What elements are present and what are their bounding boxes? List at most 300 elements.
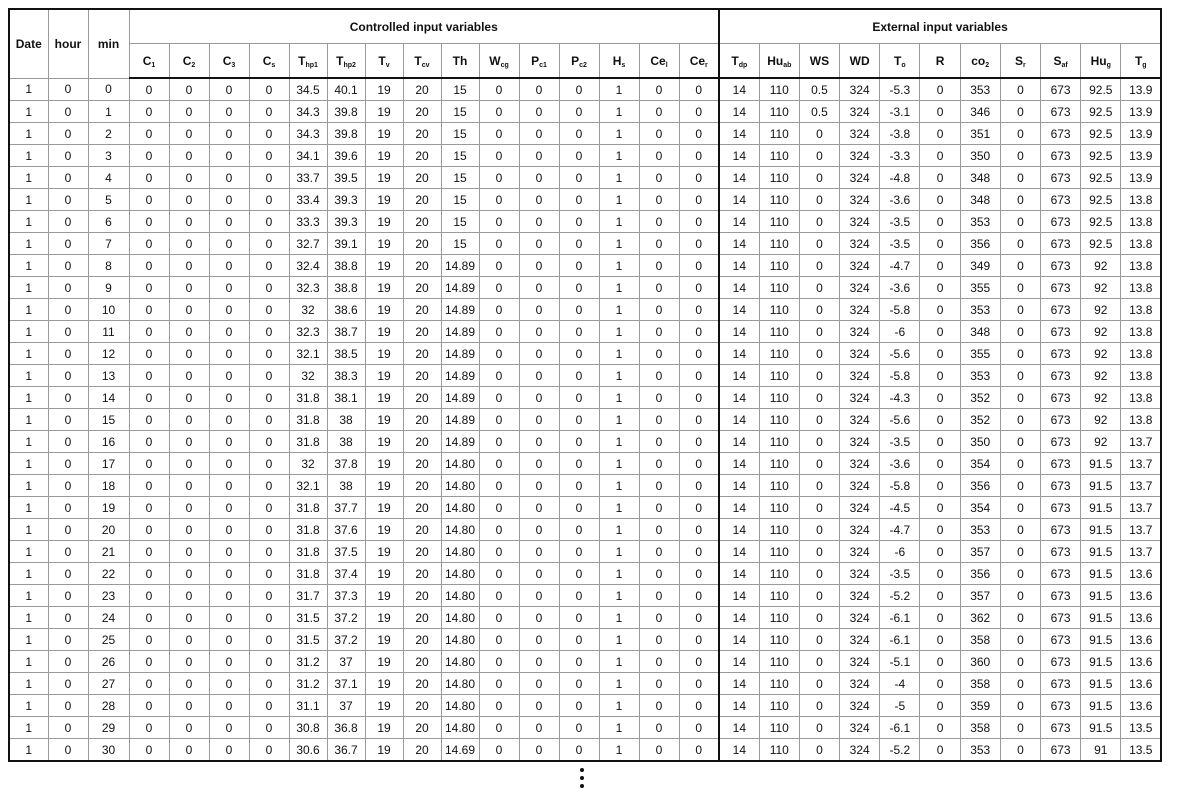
- table-cell: 0: [519, 717, 559, 739]
- table-cell: 0: [169, 607, 209, 629]
- table-cell: 673: [1041, 695, 1081, 717]
- table-cell: 0: [1000, 321, 1040, 343]
- table-cell: 13.8: [1121, 387, 1161, 409]
- table-cell: 1: [599, 651, 639, 673]
- table-cell: 0: [519, 78, 559, 101]
- table-cell: 0: [209, 607, 249, 629]
- table-cell: -4: [880, 673, 920, 695]
- table-cell: 31.5: [289, 629, 327, 651]
- table-cell: 31.5: [289, 607, 327, 629]
- table-cell: 0: [169, 409, 209, 431]
- table-cell: 20: [88, 519, 129, 541]
- table-cell: 14.69: [441, 739, 479, 762]
- table-cell: 0: [209, 233, 249, 255]
- table-cell: 0: [169, 453, 209, 475]
- col-header-subscript: 2: [985, 61, 990, 69]
- table-cell: 14.89: [441, 387, 479, 409]
- table-row: [9, 673, 1161, 695]
- continuation-ellipsis-icon: [576, 768, 588, 792]
- table-cell: 14: [719, 145, 759, 167]
- table-cell: 31.8: [289, 519, 327, 541]
- table-cell: 38: [327, 431, 365, 453]
- table-cell: 355: [960, 277, 1000, 299]
- table-cell: 0: [479, 717, 519, 739]
- table-cell: 0: [1000, 695, 1040, 717]
- table-cell: 0: [920, 255, 960, 277]
- table-cell: 0: [920, 277, 960, 299]
- table-cell: 0: [679, 78, 719, 101]
- table-cell: -4.3: [880, 387, 920, 409]
- table-cell: 110: [759, 101, 799, 123]
- table-cell: 0: [920, 431, 960, 453]
- table-cell: 357: [960, 585, 1000, 607]
- table-cell: 19: [365, 211, 403, 233]
- table-cell: 13.7: [1121, 431, 1161, 453]
- table-cell: 0: [519, 167, 559, 189]
- table-cell: 0: [679, 255, 719, 277]
- col-header-symbol: S: [1053, 53, 1062, 68]
- table-cell: 3: [88, 145, 129, 167]
- table-cell: -4.7: [880, 255, 920, 277]
- table-cell: 0: [799, 673, 839, 695]
- table-cell: 14: [719, 453, 759, 475]
- table-cell: 0: [1000, 123, 1040, 145]
- table-cell: 19: [365, 431, 403, 453]
- table-cell: 0: [559, 277, 599, 299]
- col-header-symbol: Th: [452, 53, 468, 68]
- table-cell: 0: [169, 255, 209, 277]
- table-cell: 0: [799, 607, 839, 629]
- table-cell: 37.6: [327, 519, 365, 541]
- table-cell: 34.5: [289, 78, 327, 101]
- table-cell: 15: [88, 409, 129, 431]
- col-header-controlled-2: [209, 44, 249, 79]
- table-cell: 673: [1041, 277, 1081, 299]
- col-header-symbol: H: [612, 53, 622, 68]
- table-cell: 39.8: [327, 123, 365, 145]
- table-cell: 0: [519, 585, 559, 607]
- table-cell: 0: [679, 299, 719, 321]
- table-cell: 1: [9, 717, 48, 739]
- col-header-subscript: g: [1106, 61, 1111, 69]
- table-cell: 0: [920, 299, 960, 321]
- table-cell: 0: [1000, 739, 1040, 762]
- table-cell: 0: [559, 211, 599, 233]
- table-cell: 38: [327, 475, 365, 497]
- table-cell: 0: [209, 145, 249, 167]
- table-cell: 12: [88, 343, 129, 365]
- table-cell: 15: [441, 233, 479, 255]
- col-header-external-7: [1000, 44, 1040, 79]
- table-cell: 37.2: [327, 607, 365, 629]
- table-cell: 0: [249, 629, 289, 651]
- table-cell: 0: [920, 123, 960, 145]
- table-cell: 19: [365, 673, 403, 695]
- col-header-external-4: [880, 44, 920, 79]
- table-cell: 14: [719, 233, 759, 255]
- table-cell: 0: [559, 541, 599, 563]
- table-cell: -5: [880, 695, 920, 717]
- col-header-symbol: Hu: [767, 53, 784, 68]
- table-cell: 1: [9, 343, 48, 365]
- table-cell: 673: [1041, 145, 1081, 167]
- table-cell: 14: [88, 387, 129, 409]
- table-cell: 13.8: [1121, 211, 1161, 233]
- table-cell: 0: [129, 431, 169, 453]
- table-cell: 0: [559, 739, 599, 762]
- table-cell: 673: [1041, 497, 1081, 519]
- table-cell: 1: [9, 739, 48, 762]
- table-cell: 673: [1041, 607, 1081, 629]
- table-cell: 13.8: [1121, 233, 1161, 255]
- col-header-subscript: v: [385, 61, 390, 69]
- table-cell: 673: [1041, 717, 1081, 739]
- table-cell: 0: [920, 695, 960, 717]
- table-cell: 0: [1000, 585, 1040, 607]
- table-cell: 0: [679, 145, 719, 167]
- table-cell: 14.89: [441, 321, 479, 343]
- table-cell: 110: [759, 211, 799, 233]
- table-cell: 0: [639, 475, 679, 497]
- table-cell: 0: [479, 167, 519, 189]
- table-cell: 14: [719, 277, 759, 299]
- table-cell: 31.2: [289, 673, 327, 695]
- table-cell: 0: [209, 255, 249, 277]
- table-cell: 0: [249, 453, 289, 475]
- table-cell: 14: [719, 607, 759, 629]
- table-cell: 0: [559, 145, 599, 167]
- table-cell: 673: [1041, 299, 1081, 321]
- table-cell: 0: [48, 497, 88, 519]
- table-cell: 0: [479, 563, 519, 585]
- table-row: [9, 651, 1161, 673]
- table-cell: -3.3: [880, 145, 920, 167]
- table-cell: 0: [129, 255, 169, 277]
- table-cell: 324: [840, 717, 880, 739]
- table-cell: 0: [559, 409, 599, 431]
- table-row: [9, 167, 1161, 189]
- table-cell: 91.5: [1081, 475, 1121, 497]
- table-row: [9, 145, 1161, 167]
- table-cell: -5.8: [880, 475, 920, 497]
- table-cell: 92: [1081, 255, 1121, 277]
- table-cell: 1: [599, 673, 639, 695]
- table-cell: 1: [599, 453, 639, 475]
- table-cell: 30.6: [289, 739, 327, 762]
- table-cell: 0: [799, 453, 839, 475]
- table-cell: 0: [129, 101, 169, 123]
- table-cell: 18: [88, 475, 129, 497]
- table-cell: 0: [249, 497, 289, 519]
- table-cell: 0.5: [799, 78, 839, 101]
- table-cell: 14.80: [441, 629, 479, 651]
- table-cell: -5.2: [880, 585, 920, 607]
- table-cell: 348: [960, 167, 1000, 189]
- table-cell: 0: [169, 123, 209, 145]
- col-header-symbol: T: [378, 53, 386, 68]
- table-cell: 0: [679, 123, 719, 145]
- table-cell: 6: [88, 211, 129, 233]
- table-cell: 15: [441, 189, 479, 211]
- table-cell: 19: [365, 189, 403, 211]
- table-cell: 0: [799, 651, 839, 673]
- table-cell: 0: [209, 387, 249, 409]
- col-header-external-0: [719, 44, 759, 79]
- group-header-controlled: Controlled input variables: [129, 9, 719, 44]
- table-row: [9, 189, 1161, 211]
- table-cell: 91.5: [1081, 585, 1121, 607]
- table-cell: 20: [403, 387, 441, 409]
- table-cell: 0: [799, 145, 839, 167]
- table-cell: 0: [519, 233, 559, 255]
- table-cell: 0: [129, 409, 169, 431]
- table-cell: 7: [88, 233, 129, 255]
- table-cell: 0: [479, 189, 519, 211]
- table-cell: 0: [479, 431, 519, 453]
- table-cell: 0: [1000, 365, 1040, 387]
- table-cell: -6: [880, 321, 920, 343]
- table-cell: 0: [679, 629, 719, 651]
- table-cell: 0: [799, 519, 839, 541]
- table-cell: 0: [559, 255, 599, 277]
- table-cell: 8: [88, 255, 129, 277]
- table-cell: 0: [129, 233, 169, 255]
- table-cell: 19: [365, 409, 403, 431]
- table-cell: 0: [249, 321, 289, 343]
- table-cell: 0: [920, 453, 960, 475]
- table-cell: 0: [209, 343, 249, 365]
- table-cell: -6.1: [880, 629, 920, 651]
- table-cell: 324: [840, 651, 880, 673]
- table-cell: 40.1: [327, 78, 365, 101]
- table-cell: 0: [920, 321, 960, 343]
- table-cell: 0: [169, 343, 209, 365]
- table-cell: 353: [960, 211, 1000, 233]
- table-cell: 354: [960, 453, 1000, 475]
- table-cell: 0: [169, 431, 209, 453]
- table-cell: 0: [639, 255, 679, 277]
- table-cell: -6: [880, 541, 920, 563]
- table-cell: 1: [599, 541, 639, 563]
- col-header-symbol: Ce: [689, 53, 706, 68]
- table-cell: 673: [1041, 321, 1081, 343]
- table-cell: 14: [719, 189, 759, 211]
- col-header-symbol: C: [142, 53, 152, 68]
- table-cell: 20: [403, 78, 441, 101]
- table-cell: 14.89: [441, 343, 479, 365]
- table-cell: 110: [759, 717, 799, 739]
- table-cell: 14.80: [441, 563, 479, 585]
- table-cell: 0: [169, 233, 209, 255]
- table-cell: 1: [599, 497, 639, 519]
- table-cell: 0: [679, 475, 719, 497]
- table-cell: 0: [479, 585, 519, 607]
- table-cell: 0: [479, 299, 519, 321]
- table-cell: 0: [209, 497, 249, 519]
- table-cell: 0: [519, 673, 559, 695]
- table-cell: 13.8: [1121, 409, 1161, 431]
- table-cell: -3.1: [880, 101, 920, 123]
- table-cell: 20: [403, 585, 441, 607]
- table-cell: 0: [519, 277, 559, 299]
- col-header-symbol: P: [531, 53, 540, 68]
- table-cell: 0: [679, 519, 719, 541]
- col-header-symbol: C: [262, 53, 272, 68]
- table-cell: 351: [960, 123, 1000, 145]
- table-cell: 1: [9, 123, 48, 145]
- table-cell: 91.5: [1081, 453, 1121, 475]
- table-cell: 0: [920, 409, 960, 431]
- table-cell: 0: [519, 365, 559, 387]
- table-cell: 0: [639, 695, 679, 717]
- table-cell: 13.8: [1121, 321, 1161, 343]
- table-cell: 324: [840, 695, 880, 717]
- table-cell: 20: [403, 189, 441, 211]
- table-cell: 0: [249, 387, 289, 409]
- table-cell: 358: [960, 629, 1000, 651]
- table-cell: 0: [799, 167, 839, 189]
- table-cell: 19: [365, 651, 403, 673]
- table-cell: 324: [840, 673, 880, 695]
- table-cell: 0: [209, 717, 249, 739]
- table-cell: 0: [129, 343, 169, 365]
- table-cell: 0: [519, 431, 559, 453]
- table-cell: 0: [679, 211, 719, 233]
- table-cell: 15: [441, 101, 479, 123]
- table-cell: 0: [519, 651, 559, 673]
- table-cell: 0: [639, 497, 679, 519]
- table-cell: 20: [403, 101, 441, 123]
- table-cell: 13.6: [1121, 585, 1161, 607]
- table-cell: 0: [209, 78, 249, 101]
- table-cell: 0: [799, 431, 839, 453]
- table-cell: 0: [679, 431, 719, 453]
- table-cell: 0: [519, 145, 559, 167]
- table-cell: 20: [403, 431, 441, 453]
- table-cell: 324: [840, 629, 880, 651]
- table-cell: 0: [48, 717, 88, 739]
- table-cell: 0: [679, 607, 719, 629]
- table-cell: 110: [759, 497, 799, 519]
- table-cell: 19: [365, 277, 403, 299]
- table-cell: 0: [639, 145, 679, 167]
- table-cell: 0: [679, 101, 719, 123]
- table-cell: -5.6: [880, 409, 920, 431]
- table-cell: 0: [169, 365, 209, 387]
- table-cell: 0: [679, 739, 719, 762]
- table-cell: 356: [960, 563, 1000, 585]
- table-cell: 1: [9, 475, 48, 497]
- table-cell: 1: [9, 167, 48, 189]
- table-cell: 37: [327, 651, 365, 673]
- table-cell: 91.5: [1081, 519, 1121, 541]
- table-cell: 0: [799, 475, 839, 497]
- table-cell: 0: [48, 343, 88, 365]
- table-cell: 673: [1041, 387, 1081, 409]
- table-cell: -3.5: [880, 563, 920, 585]
- table-cell: 0: [209, 453, 249, 475]
- table-cell: 0: [639, 233, 679, 255]
- table-cell: 1: [9, 78, 48, 101]
- table-cell: 19: [365, 299, 403, 321]
- table-cell: 1: [599, 233, 639, 255]
- table-cell: 13.8: [1121, 365, 1161, 387]
- table-cell: 14.89: [441, 431, 479, 453]
- table-cell: 0: [679, 563, 719, 585]
- table-cell: 1: [9, 387, 48, 409]
- table-cell: 19: [365, 101, 403, 123]
- table-cell: 360: [960, 651, 1000, 673]
- table-cell: 0: [129, 211, 169, 233]
- table-cell: 14.80: [441, 519, 479, 541]
- table-cell: 0: [559, 431, 599, 453]
- table-cell: 110: [759, 519, 799, 541]
- table-cell: 0: [920, 563, 960, 585]
- col-header-subscript: s: [271, 61, 276, 69]
- table-cell: 673: [1041, 629, 1081, 651]
- col-header-subscript: s: [621, 61, 626, 69]
- table-cell: 20: [403, 563, 441, 585]
- col-header-subscript: hp2: [343, 61, 356, 69]
- table-cell: 0: [1000, 387, 1040, 409]
- table-row: [9, 563, 1161, 585]
- table-cell: 13.6: [1121, 651, 1161, 673]
- col-header-subscript: l: [665, 61, 668, 69]
- col-header-symbol: P: [571, 53, 580, 68]
- table-cell: 0: [1000, 497, 1040, 519]
- table-cell: 14: [719, 78, 759, 101]
- table-cell: -3.6: [880, 453, 920, 475]
- table-cell: -4.7: [880, 519, 920, 541]
- table-cell: 39.1: [327, 233, 365, 255]
- table-cell: 14.80: [441, 651, 479, 673]
- table-cell: 13.6: [1121, 607, 1161, 629]
- table-cell: 0: [129, 167, 169, 189]
- table-cell: 31.7: [289, 585, 327, 607]
- table-cell: -5.2: [880, 739, 920, 762]
- table-cell: 353: [960, 739, 1000, 762]
- table-cell: 14.80: [441, 585, 479, 607]
- table-cell: -4.5: [880, 497, 920, 519]
- table-cell: 0: [48, 651, 88, 673]
- table-cell: 324: [840, 563, 880, 585]
- table-cell: 1: [9, 145, 48, 167]
- table-cell: 1: [599, 277, 639, 299]
- table-cell: 0: [679, 343, 719, 365]
- table-cell: 357: [960, 541, 1000, 563]
- table-cell: 0: [249, 563, 289, 585]
- table-cell: -5.6: [880, 343, 920, 365]
- table-cell: 0: [559, 365, 599, 387]
- table-cell: 0: [48, 189, 88, 211]
- table-cell: 0: [799, 211, 839, 233]
- col-header-subscript: g: [1142, 61, 1147, 69]
- table-cell: 0: [1000, 717, 1040, 739]
- table-cell: 0: [48, 145, 88, 167]
- table-row: [9, 431, 1161, 453]
- table-cell: 92: [1081, 365, 1121, 387]
- table-cell: 0: [129, 387, 169, 409]
- table-cell: 0: [920, 211, 960, 233]
- table-cell: 14: [719, 321, 759, 343]
- table-cell: 0: [559, 673, 599, 695]
- table-row: [9, 255, 1161, 277]
- table-cell: 0: [48, 563, 88, 585]
- table-cell: 20: [403, 343, 441, 365]
- table-cell: 110: [759, 629, 799, 651]
- table-cell: 1: [9, 233, 48, 255]
- table-cell: 0: [249, 585, 289, 607]
